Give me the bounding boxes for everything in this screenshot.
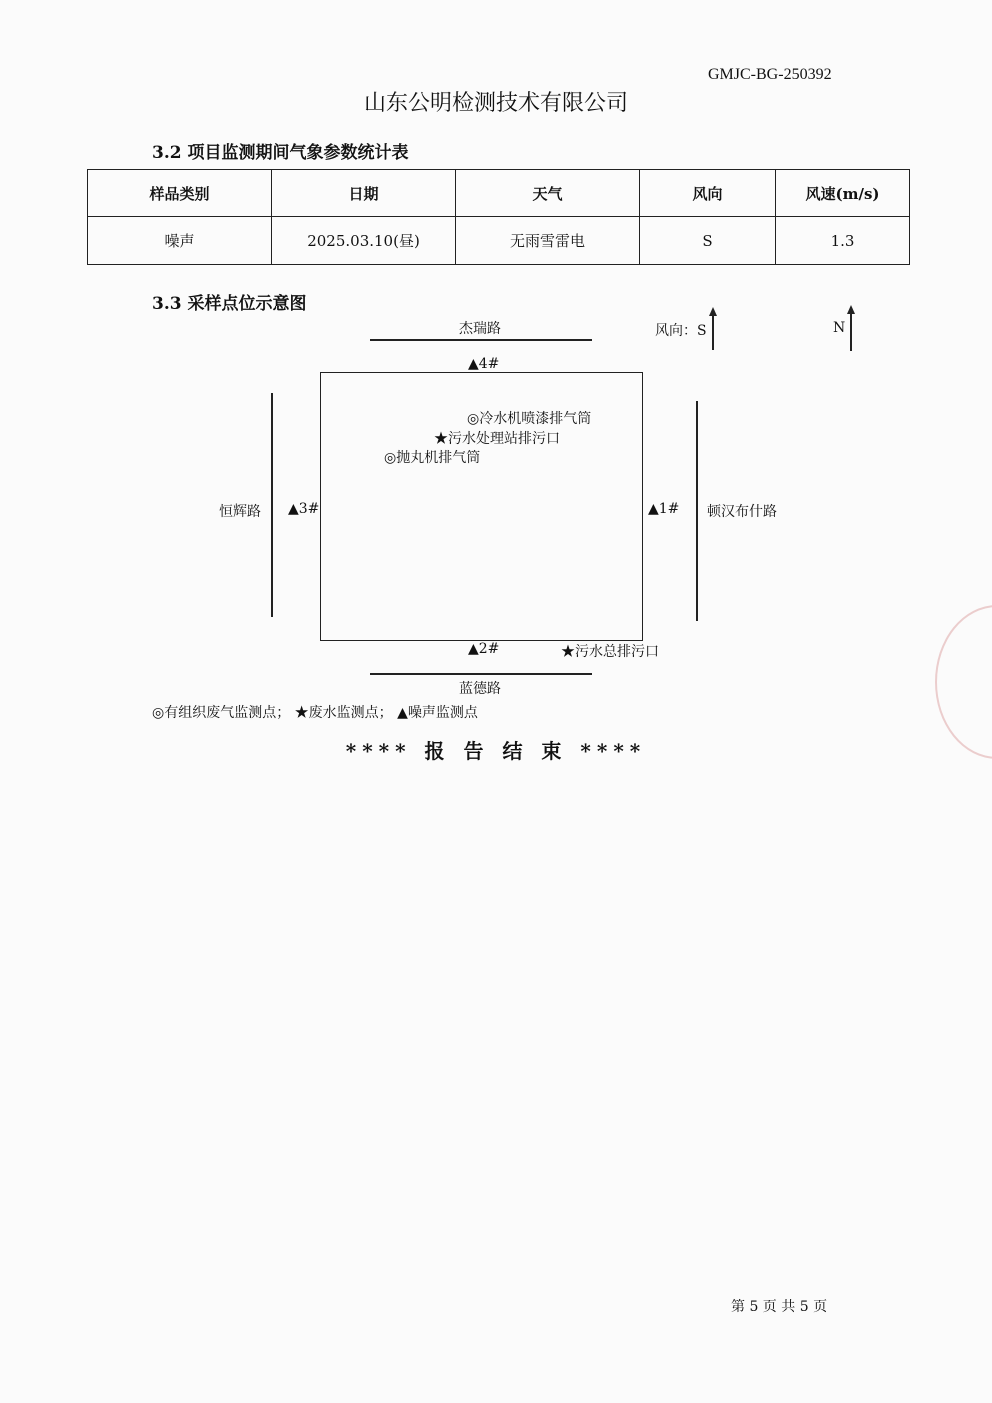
road-line-west	[271, 393, 273, 617]
table-row	[88, 217, 910, 265]
road-label-east: 顿汉布什路	[707, 504, 777, 520]
road-line-east	[696, 401, 698, 621]
table-cell: 2025.03.10(昼)	[272, 217, 456, 265]
table-cell: 1.3	[776, 217, 910, 265]
section-32-title: 3.2 项目监测期间气象参数统计表	[152, 143, 409, 163]
table-cell: S	[640, 217, 776, 265]
column-header: 天气	[456, 170, 640, 217]
page-number: 第 5 页 共 5 页	[731, 1299, 828, 1315]
table-cell: 无雨雪雷电	[456, 217, 640, 265]
road-label-west: 恒辉路	[219, 504, 261, 520]
weather-table	[87, 169, 910, 265]
wind-direction-label: 风向：S	[655, 323, 707, 339]
company-name: 山东公明检测技术有限公司	[363, 91, 628, 116]
section-33-title: 3.3 采样点位示意图	[152, 294, 307, 314]
road-label-north: 杰瑞路	[459, 321, 501, 337]
noise-point-1: ▲1#	[648, 501, 680, 517]
diagram-legend: ◎有组织废气监测点； ★废水监测点； ▲噪声监测点	[152, 705, 478, 721]
report-end-text: **** 报 告 结 束 ****	[345, 739, 647, 763]
table-header-row	[88, 170, 910, 217]
exhaust-point-cooler-spray: ◎冷水机喷漆排气筒	[467, 411, 592, 427]
column-header: 日期	[272, 170, 456, 217]
road-line-south	[370, 673, 592, 675]
column-header: 风速(m/s)	[776, 170, 910, 217]
document-code: GMJC-BG-250392	[708, 66, 832, 83]
wind-arrow-icon	[709, 307, 717, 350]
road-label-south: 蓝德路	[459, 681, 501, 697]
table-cell: 噪声	[88, 217, 272, 265]
noise-point-4: ▲4#	[468, 356, 500, 372]
noise-point-3: ▲3#	[288, 501, 320, 517]
column-header: 风向	[640, 170, 776, 217]
column-header: 样品类别	[88, 170, 272, 217]
road-line-north	[370, 339, 592, 341]
noise-point-2: ▲2#	[468, 641, 500, 657]
wastewater-point-treatment-station: ★污水处理站排污口	[434, 431, 560, 447]
wastewater-point-main-outlet: ★污水总排污口	[561, 644, 659, 660]
north-label: N	[833, 320, 846, 336]
north-arrow-icon	[847, 305, 855, 351]
exhaust-point-shot-blast: ◎抛丸机排气筒	[384, 450, 481, 466]
